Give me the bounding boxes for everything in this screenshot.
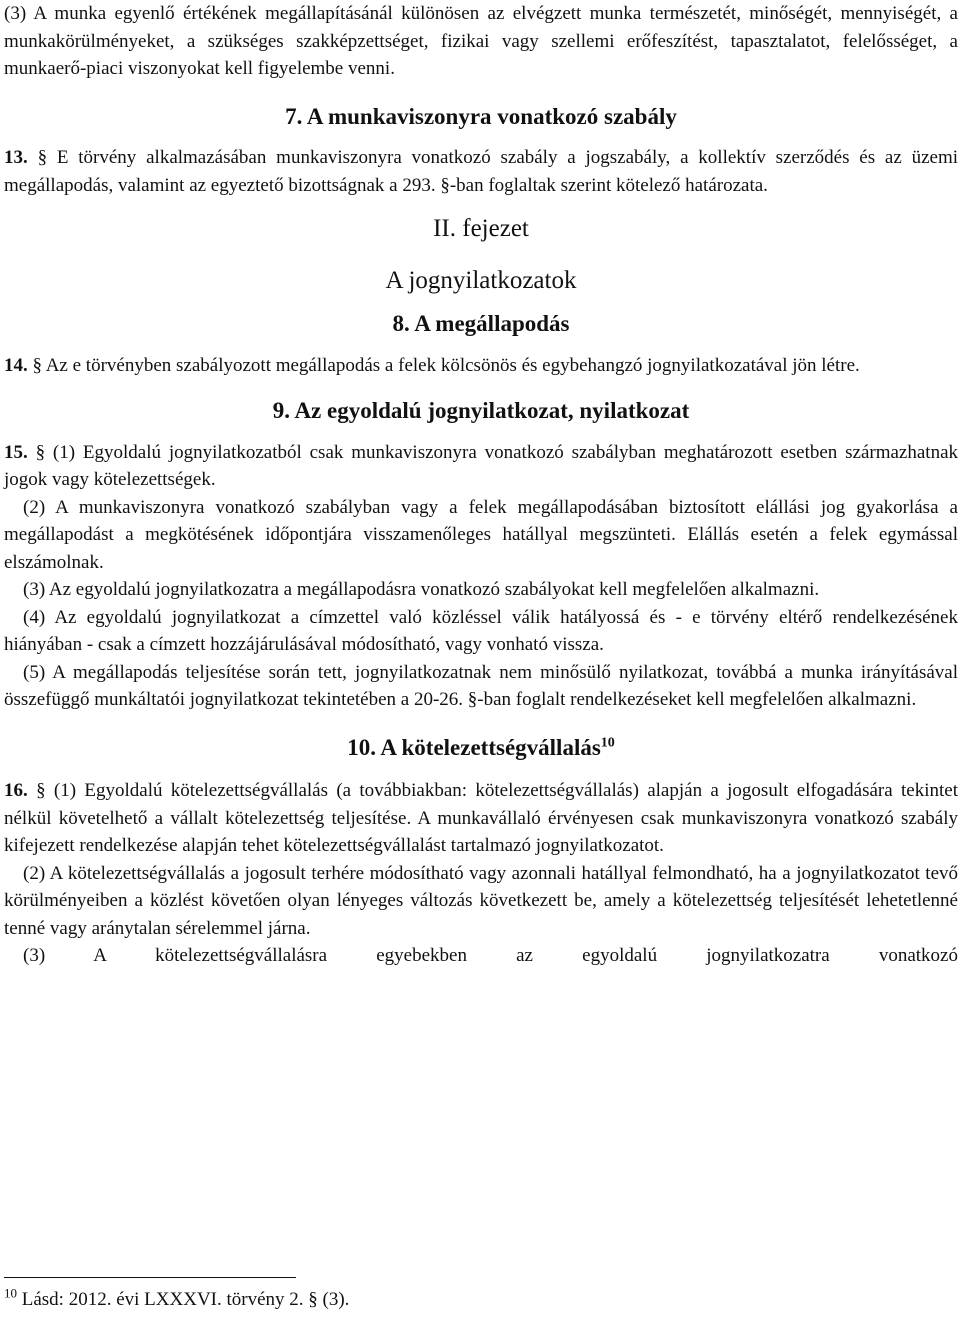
section-symbol: § [32,354,42,376]
section-text: (1) Egyoldalú jognyilatkozatból csak munkaviszonyra vonatkozó szabályban meghatározott esetben származhatnak jogok vagy kötelezettségek. [4,441,958,490]
chapter-title: A jognyilatkozatok [385,266,577,294]
section-symbol: § [36,780,46,801]
section-14 [4,352,958,380]
chapter-number: II. fejezet [433,215,529,242]
section-number: 15. [4,441,28,463]
footnote-text: Lásd: 2012. évi LXXXVI. törvény 2. § (3). [17,1289,350,1310]
section-heading-8: 8. A megállapodás [392,311,570,336]
section-number: 14. [4,354,28,376]
section-16 [4,777,958,860]
footnote-mark: 10 [4,1285,17,1301]
section-15-paragraph-4: (4) Az egyoldalú jognyilatkozat a címzettel való közléssel válik hatályossá és - e törvény eltérő rendelkezésének hiányában - csak a címzett hozzájárulásával módosítható, vagy vonható vissza. [4,606,958,655]
section-16-paragraph-2: (2) A kötelezettségvállalás a jogosult terhére módosítható vagy azonnali hatállyal felmondható, ha a jognyilatkozatot tevő körülményeiben a közlést követően olyan lényeges változás következett be, amely a kötelezettség teljesítését lehetetlenné tenné vagy aránytalan sérelemmel járna. [4,862,958,939]
section-15 [4,439,958,494]
section-text: (1) Egyoldalú kötelezettségvállalás (a továbbiakban: kötelezettségvállalás) alapján a jogosult elfogadására tekintet nélkül követelhető a vállalt kötelezettség teljesítése. A munkavállaló érvényesen csak munkaviszonyra vonatkozó szabály kifejezett rendelkezése alapján tehet kötelezettségvállalást tartalmazó jognyilatkozatot. [4,780,958,856]
paragraph-intro: (3) A munka egyenlő értékének megállapításánál különösen az elvégzett munka természetét, minőségét, mennyiségét, a munkakörülményeket, a szükséges szakképzettséget, fizikai vagy szellemi erőfeszítést, tapasztalatot, felelősséget, a munkaerő-piaci viszonyokat kell figyelembe venni. [4,3,958,79]
section-13 [4,144,958,199]
section-16-paragraph-3: (3) A kötelezettségvállalásra egyebekben az egyoldalú jognyilatkozatra vonatkozó [23,945,958,966]
footnote [4,1287,349,1313]
section-number: 16. [4,780,28,801]
section-15-paragraph-2: (2) A munkaviszonyra vonatkozó szabályban vagy a felek megállapodásában biztosított elállási jog gyakorlása a megállapodást a megkötésének időpontjára visszamenőleges hatállyal megszünteti. Elállás esetén a felek egymással elszámolnak. [4,496,958,573]
section-symbol: § [37,147,48,168]
section-15-paragraph-5: (5) A megállapodás teljesítése során tett, jognyilatkozatnak nem minősülő nyilatkozat, továbbá a munka irányításával összefüggő munkáltatói jognyilatkozat tekintetében a 20-26. §-ban foglalt rendelkezéseket kell megfelelően alkalmazni. [4,661,958,710]
document-page [4,0,958,970]
footnote-divider [4,1277,296,1278]
section-number: 13. [4,147,28,168]
section-heading-7: 7. A munkaviszonyra vonatkozó szabály [285,103,677,129]
section-heading-9: 9. Az egyoldalú jognyilatkozat, nyilatkozat [272,398,690,423]
section-15-paragraph-3: (3) Az egyoldalú jognyilatkozatra a megállapodásra vonatkozó szabályokat kell megfelelően alkalmazni. [23,579,820,600]
section-heading-10 [4,734,958,762]
heading-text: 10. A kötelezettségvállalás [347,734,601,760]
section-text: Az e törvényben szabályozott megállapodás a felek kölcsönös és egybehangzó jognyilatkozatával jön létre. [42,354,860,376]
section-text: E törvény alkalmazásában munkaviszonyra vonatkozó szabály a jogszabály, a kollektív szerződés és az üzemi megállapodás, valamint az egyeztető bizottságnak a 293. §-ban foglaltak szerint kötelező határozata. [4,147,959,196]
section-symbol: § [35,441,46,463]
footnote-reference[interactable]: 10 [600,734,615,750]
